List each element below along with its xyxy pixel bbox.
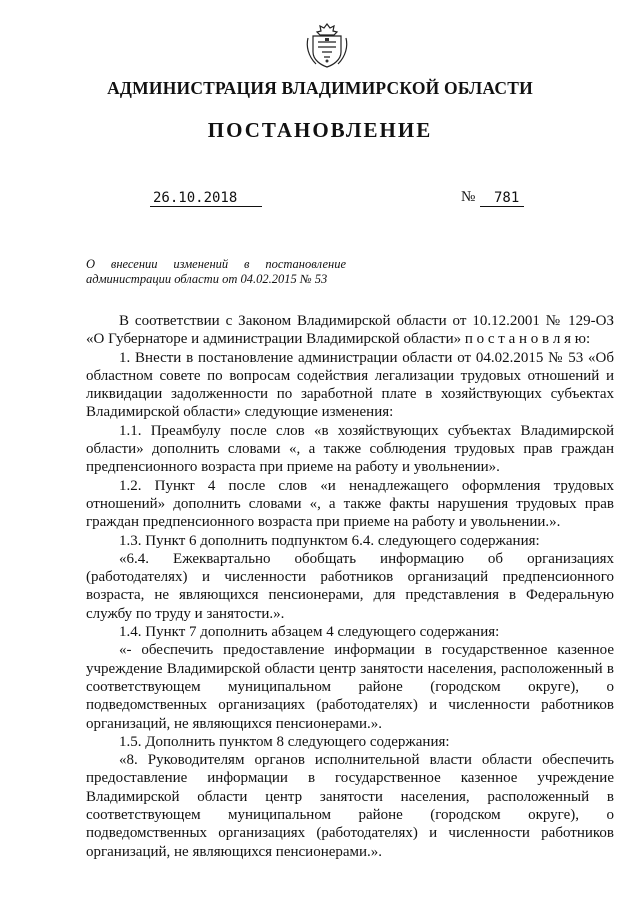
paragraph-8-quote: «8. Руководителям органов исполнительной власти области обеспечить предоставление информации в государственное казенное учреждение Владимирской области центр занятости населения, расположенный в соответствующем муниципальном районе (городском округе), о подведомственных организациях (работодателях) и численности работников организаций, не являющихся пенсионерами.». xyxy=(86,752,614,860)
paragraph-1: 1. Внести в постановление администрации области от 04.02.2015 № 53 «Об областном совете по вопросам содействия легализации трудовых отношений и ликвидации задолженности по заработной плате в хозяйствующих субъектах Владимирской области» следующие изменения: xyxy=(86,349,614,421)
document-date: 26.10.2018 xyxy=(153,190,238,206)
paragraph-1-3: 1.3. Пункт 6 дополнить подпунктом 6.4. следующего содержания: xyxy=(119,532,540,549)
number-label: № xyxy=(461,189,476,205)
document-title: ПОСТАНОВЛЕНИЕ xyxy=(207,118,433,142)
paragraph-1-4: 1.4. Пункт 7 дополнить абзацем 4 следующего содержания: xyxy=(119,624,500,641)
paragraph-1-1: 1.1. Преамбулу после слов «в хозяйствующих субъектах Владимирской области» дополнить словами «, а также соблюдения трудовых прав граждан предпенсионного возраста при приеме на работу и увольнении». xyxy=(86,422,614,476)
coat-of-arms-emblem xyxy=(304,20,350,70)
date-underline xyxy=(150,206,262,207)
document-subject: О внесении изменений в постановление администрации области от 04.02.2015 № 53 xyxy=(86,257,346,286)
paragraph-7-quote: «- обеспечить предоставление информации в государственное казенное учреждение Владимирской области центр занятости населения, расположенный в соответствующем муниципальном районе (городском округе), о подведомственных организациях (работодателях) и численности работников организаций, не являющихся пенсионерами.». xyxy=(86,642,614,732)
document-number: 781 xyxy=(494,190,520,206)
number-underline xyxy=(480,206,524,207)
organization-heading: АДМИНИСТРАЦИЯ ВЛАДИМИРСКОЙ ОБЛАСТИ xyxy=(107,78,533,98)
paragraph-6-4-quote: «6.4. Ежеквартально обобщать информацию об организациях (работодателях) и численности работников организаций предпенсионного возраста, не являющихся пенсионерами, для представления в Федеральную службу по труду и занятости.». xyxy=(86,550,614,622)
paragraph-preamble: В соответствии с Законом Владимирской области от 10.12.2001 № 129-ОЗ «О Губернаторе и администрации Владимирской области» п о с т а н о в л я ю: xyxy=(86,313,614,348)
document-body xyxy=(86,312,614,861)
paragraph-1-5: 1.5. Дополнить пунктом 8 следующего содержания: xyxy=(119,733,450,750)
paragraph-1-2: 1.2. Пункт 4 после слов «и ненадлежащего оформления трудовых отношений» дополнить словами «, а также факты нарушения трудовых прав граждан предпенсионного возраста при приеме на работу и увольнении.». xyxy=(86,477,614,531)
